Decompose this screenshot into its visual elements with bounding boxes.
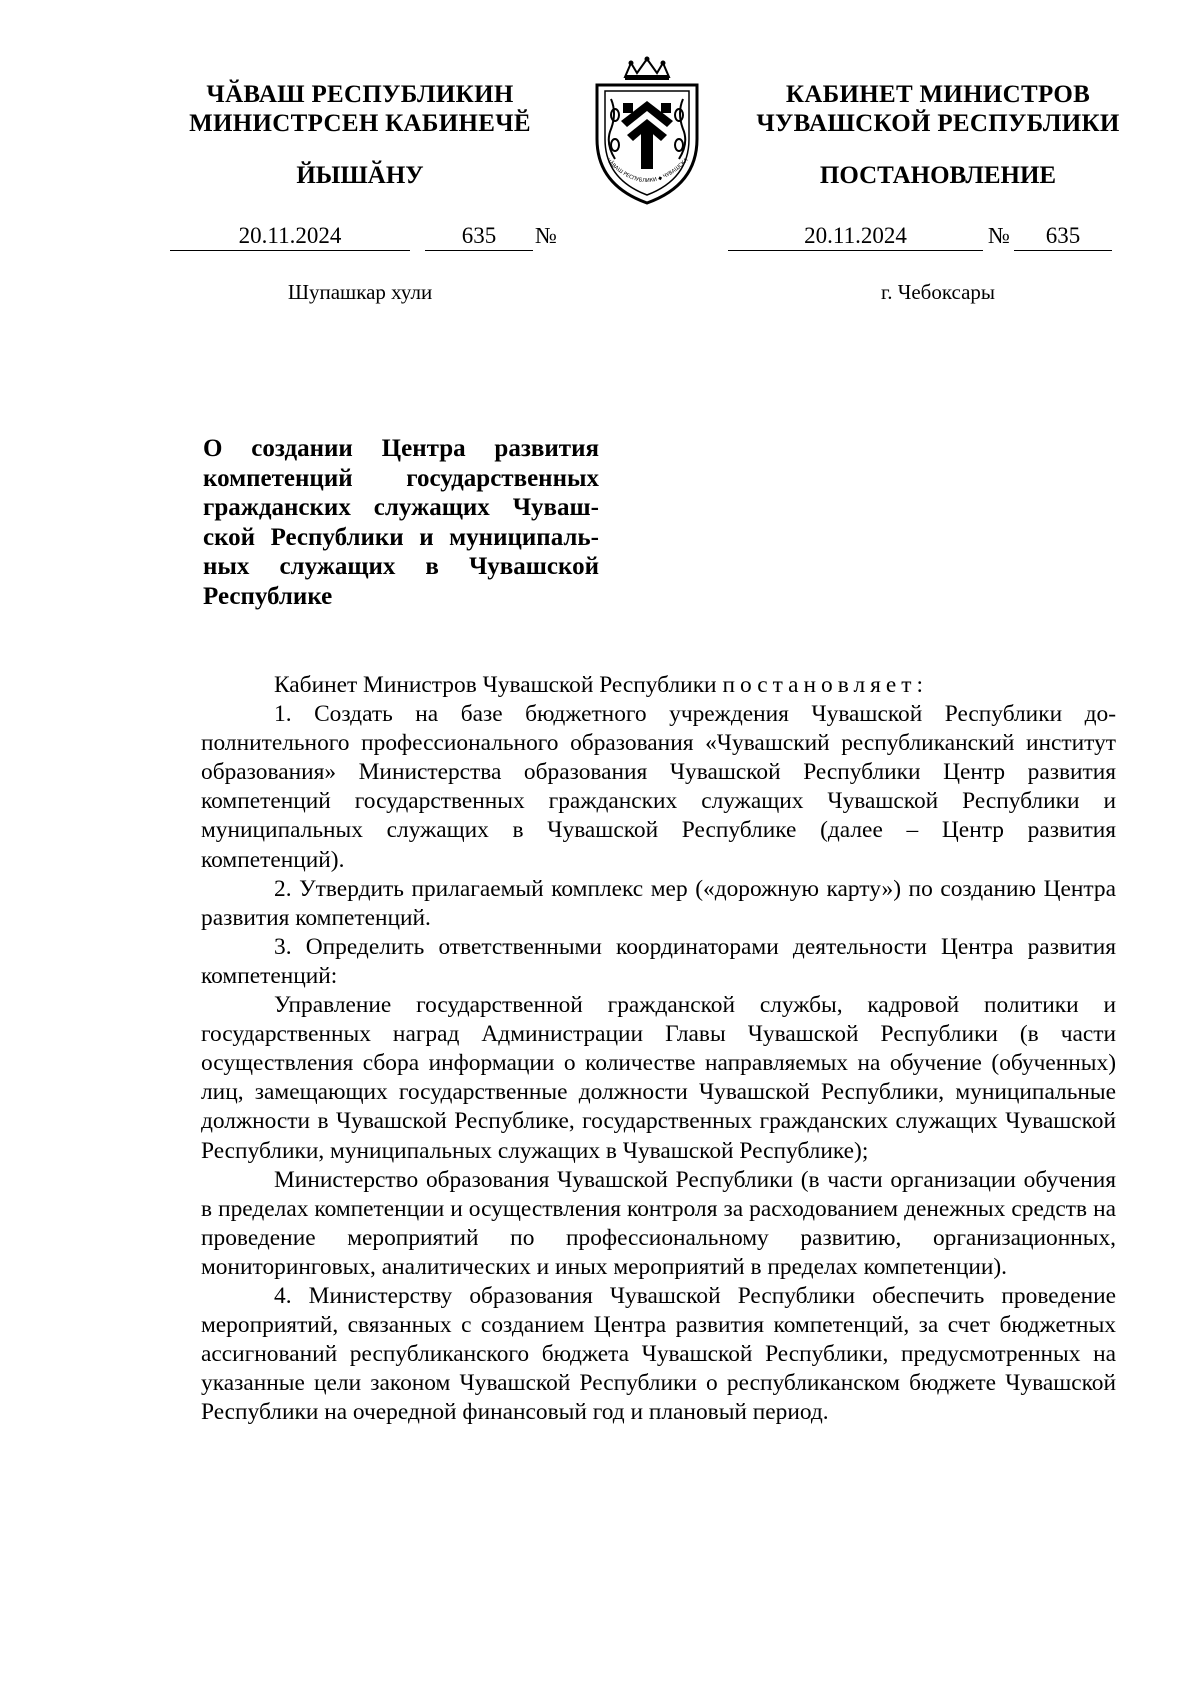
right-org-line2: ЧУВАШСКОЙ РЕСПУБЛИКИ: [756, 110, 1120, 137]
left-org-name: [170, 80, 550, 138]
decree-word: постановляет:: [722, 672, 928, 698]
right-doc-type: ПОСТАНОВЛЕНИЕ: [819, 162, 1057, 189]
left-org-line1: ЧӐВАШ РЕСПУБЛИКИН: [206, 81, 514, 108]
paragraph-2: 2. Утвердить прилагаемый комплекс мер («дорожную карту») по созданию Центра развития компетенций.: [201, 875, 1116, 931]
place-right: г. Чебоксары: [880, 280, 996, 304]
decree-body: [201, 671, 1116, 1427]
right-number-field: 635: [1014, 222, 1112, 251]
emblem-crown: [625, 57, 669, 81]
paragraph-4: 4. Министерству образования Чувашской Республики обеспечить проведение мероприятий, связанных с созданием Центра развития компетенций, за счет бюджетных ассигнований республиканского бюджета Чувашской Республики, предусмотренных на указанные цели законом Чувашской Республики о республиканском бюджете Чувашской Республики на очередной финансовый год и плановый период.: [201, 1282, 1116, 1426]
chuvash-emblem: [575, 55, 719, 209]
left-doc-type: ЙЫШӐНУ: [296, 162, 424, 189]
preamble: [201, 671, 1116, 700]
paragraph-3b: Министерство образования Чувашской Республики (в части организации обучения в пределах компетенции и осуществления контроля за расходованием денежных средств на проведение мероприятий по профессиональному развитию, организационных, мониторинговых, аналитических и иных мероприятий в пределах компетенции).: [201, 1166, 1116, 1280]
paragraph-3: 3. Определить ответственными координаторами деятельности Центра развития компетенций:: [201, 933, 1116, 989]
left-number-sign: №: [535, 223, 557, 248]
emblem-icon: [575, 55, 719, 209]
emblem-caption: ЧӐВАШ РЕСПУБЛИКИ ◆ ЧУВАШСКА: [605, 157, 690, 185]
left-date-field: 20.11.2024: [170, 222, 410, 251]
right-org-name: [728, 80, 1148, 138]
left-number-field: 635: [425, 222, 533, 251]
paragraph-3a: Управление государственной гражданской службы, кадровой политики и государственных наград Администрации Главы Чувашской Республики (в части осуществления сбора информации о количестве направляемых на обучение (обученных) лиц, замещающих государственные должности Чувашской Республики, муниципальные должности в Чувашской Республике, государственных гражданских служащих Чувашской Республики, муниципальных служащих в Чувашской Республике);: [201, 992, 1116, 1164]
emblem-tree: [621, 101, 673, 169]
right-number-sign: №: [988, 223, 1010, 248]
left-org-line2: МИНИСТРСЕН КАБИНЕЧӖ: [189, 110, 531, 137]
right-org-line1: КАБИНЕТ МИНИСТРОВ: [785, 81, 1091, 108]
right-date-field: 20.11.2024: [728, 222, 983, 251]
decree-subject: О создании Центра развития компетенций государственных гражданских служащих Чувашской Республики и муниципальных служащих в Чувашской Республике: [203, 435, 599, 610]
preamble-text: Кабинет Министров Чувашской Республики: [274, 672, 717, 698]
place-left: Шупашкар хули: [287, 280, 433, 304]
paragraph-1: 1. Создать на базе бюджетного учреждения Чувашской Республики дополнительного профессионального образования «Чувашский республиканский институт образования» Министерства образования Чувашской Республики Центр развития компетенций государственных гражданских служащих Чувашской Республики и муниципальных служащих в Чувашской Республике (далее – Центр развития компетенций).: [201, 701, 1116, 873]
